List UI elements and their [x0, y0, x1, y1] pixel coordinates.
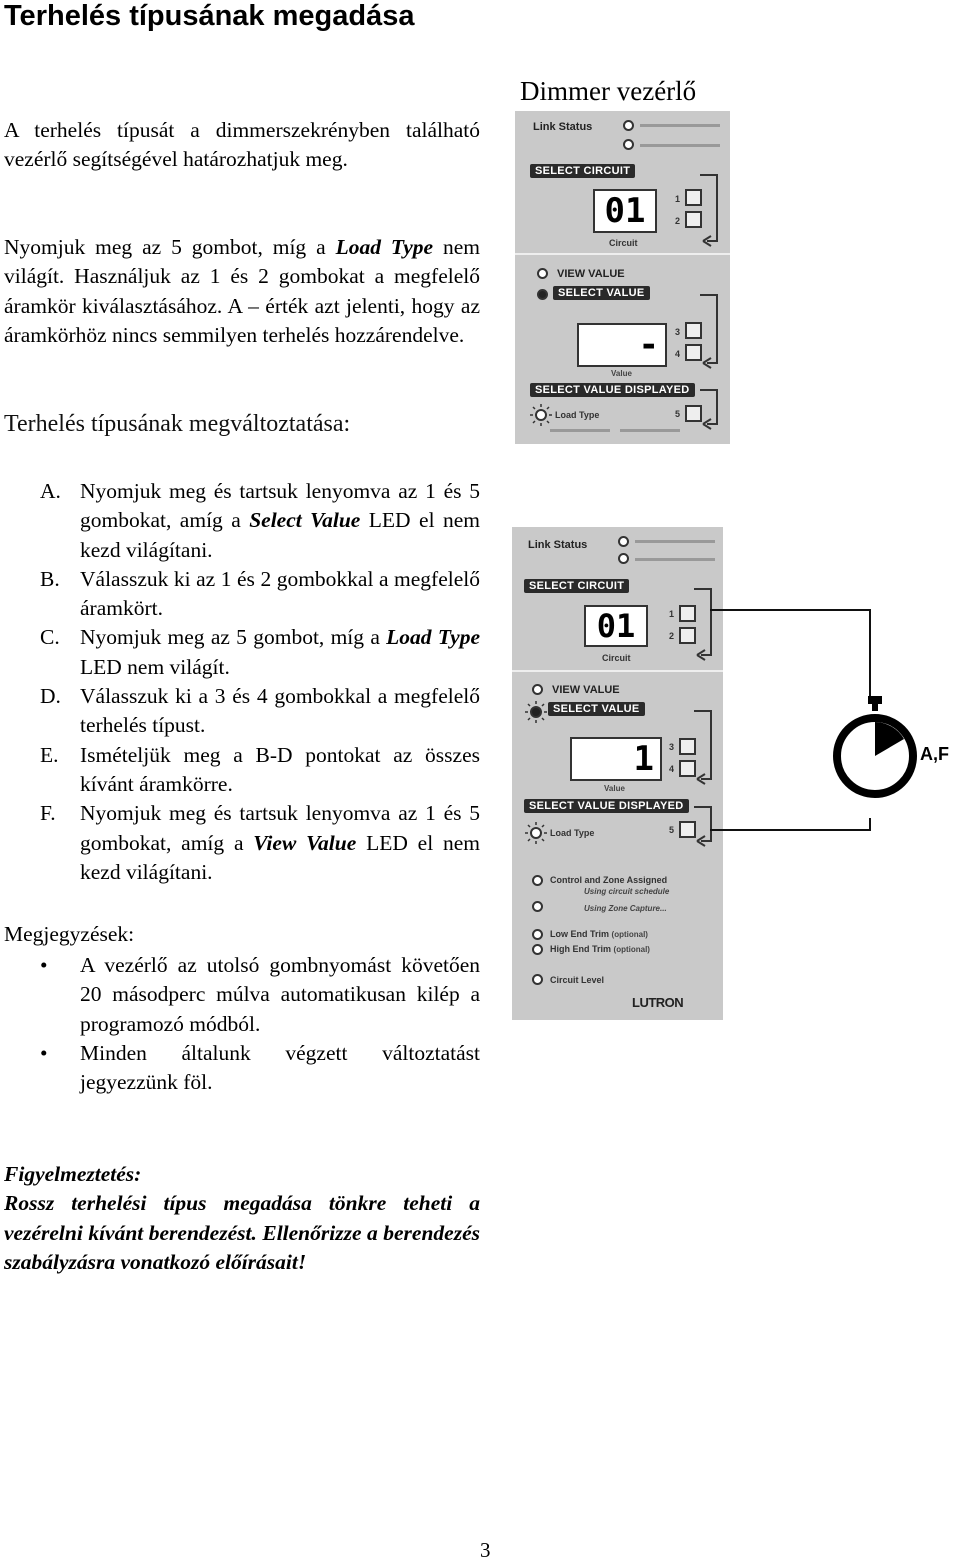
- link-status-bar-1: [640, 124, 720, 127]
- load-type-led-blinking-icon: [529, 403, 553, 427]
- step-text: Nyomjuk meg és tartsuk lenyomva az 1 és 5 gombokat, amíg a: [80, 479, 480, 533]
- button-4-label: 4: [669, 764, 675, 774]
- select-value-displayed-label: SELECT VALUE DISPLAYED: [530, 383, 695, 397]
- step-letter: E.: [40, 742, 59, 767]
- value-display: 1: [570, 737, 662, 781]
- link-status-led-2: [623, 139, 634, 150]
- view-value-label: VIEW VALUE: [557, 268, 625, 280]
- page-title: Terhelés típusának megadása: [4, 0, 415, 32]
- panel-divider: [512, 670, 723, 672]
- high-end-trim-led: [532, 944, 543, 955]
- step-text: Ismételjük meg a B-D pontokat az összes kívánt áramkörre.: [80, 742, 480, 796]
- circuit-level-label: Circuit Level: [550, 975, 605, 985]
- step-letter: B.: [40, 566, 60, 591]
- step-text: Válasszuk ki a 3 és 4 gombokkal a megfelelő terhelés típust.: [80, 684, 480, 738]
- low-end-trim-led: [532, 929, 543, 940]
- select-value-displayed-label: SELECT VALUE DISPLAYED: [524, 799, 689, 813]
- intro-paragraph-1: A terhelés típusát a dimmerszekrényben található vezérlő segítségével határozhatjuk meg.: [4, 118, 480, 172]
- timer-label: A,F: [920, 744, 949, 764]
- step-item: [40, 682, 480, 741]
- note-text: Minden általunk végzett változtatást jegyezzünk föl.: [80, 1040, 480, 1095]
- steps-list: [40, 477, 480, 887]
- step-letter: F.: [40, 801, 56, 826]
- step-item: [40, 623, 480, 682]
- step-letter: A.: [40, 479, 61, 503]
- step-letter: D.: [40, 684, 61, 709]
- intro-text-a: Nyomjuk meg az 5 gombot, míg a: [4, 235, 336, 259]
- bullet-dot: •: [40, 953, 48, 977]
- load-type-term: Load Type: [335, 235, 434, 259]
- button-3-label: 3: [675, 327, 681, 337]
- select-value-led-blinking-icon: [524, 700, 548, 724]
- page-number: 3: [480, 1538, 491, 1562]
- notes-list: [40, 951, 480, 1097]
- link-status-led-1: [623, 120, 634, 131]
- step-item: [40, 741, 480, 800]
- step-emphasis: Load Type: [386, 625, 480, 650]
- select-value-led: [537, 289, 548, 300]
- load-type-bar-1: [550, 429, 610, 432]
- intro-paragraph-2: [4, 233, 480, 350]
- step-emphasis: Select Value: [249, 508, 361, 533]
- warning-block: [4, 1160, 480, 1277]
- dimmer-control-panel-1: [515, 111, 730, 444]
- select-circuit-label: SELECT CIRCUIT: [530, 164, 635, 178]
- notes-heading: Megjegyzések:: [4, 922, 135, 946]
- select-value-label: SELECT VALUE: [548, 702, 645, 716]
- step-item: [40, 477, 480, 565]
- value-label: Value: [604, 784, 625, 793]
- brand-logo: LUTRON: [632, 995, 684, 1010]
- warning-text: Rossz terhelési típus megadása tönkre teheti a vezérelni kívánt berendezést. Ellenőrizze a berendezés szabályzásra vonatkozó előírásait!: [4, 1191, 480, 1274]
- stopwatch-icon: [832, 694, 922, 804]
- circuit-level-led: [532, 974, 543, 985]
- link-status-bar-2: [635, 558, 715, 561]
- step-text-end: LED nem világít.: [80, 654, 230, 679]
- button-2-label: 2: [669, 631, 675, 641]
- step-item: [40, 565, 480, 624]
- step-text-end: LED el nem kezd világítani.: [80, 508, 480, 562]
- value-label: Value: [611, 369, 632, 378]
- using-zone-led: [532, 901, 543, 912]
- view-value-led: [532, 684, 543, 695]
- value-display: -: [577, 323, 667, 367]
- bracket-arrow-value: [695, 291, 725, 371]
- button-1-label: 1: [669, 609, 675, 619]
- note-item: [40, 951, 480, 1039]
- warning-heading: Figyelmeztetés:: [4, 1162, 142, 1186]
- bullet-dot: •: [40, 1040, 48, 1065]
- select-circuit-label: SELECT CIRCUIT: [524, 579, 629, 593]
- control-zone-label: Control and Zone Assigned: [550, 875, 668, 885]
- note-text: A vezérlő az utolsó gombnyomást követően 20 másodperc múlva automatikusan kilép a programozó módból.: [80, 953, 480, 1036]
- link-status-bar-1: [635, 540, 715, 543]
- step-emphasis: View Value: [253, 830, 357, 855]
- link-status-bar-2: [640, 144, 720, 147]
- bracket-arrow-load: [695, 386, 725, 436]
- load-type-label: Load Type: [550, 828, 595, 838]
- circuit-display: 01: [593, 189, 657, 233]
- section-heading-change: Terhelés típusának megváltoztatása:: [4, 411, 351, 437]
- button-5-label: 5: [675, 409, 681, 419]
- link-status-label: Link Status: [533, 121, 593, 133]
- panel-divider: [515, 253, 730, 255]
- using-zone-label: Using Zone Capture...: [584, 904, 667, 913]
- circuit-label: Circuit: [602, 653, 631, 663]
- load-type-label: Load Type: [555, 410, 600, 420]
- step-text: Nyomjuk meg az 5 gombot, míg a: [80, 625, 387, 650]
- button-1-label: 1: [675, 194, 681, 204]
- circuit-label: Circuit: [609, 238, 638, 248]
- note-item: [40, 1039, 480, 1098]
- view-value-label: VIEW VALUE: [552, 684, 620, 696]
- link-status-led-1: [618, 536, 629, 547]
- using-circuit-label: Using circuit schedule: [584, 887, 670, 896]
- intro-text-b: nem világít. Használjuk az 1 és 2 gombokat a megfelelő áramkör kiválasztásához. A – érték azt jelenti, hogy az áramkörhöz nincs semmilyen terhelés hozzárendelve.: [4, 235, 480, 347]
- panel1-caption: Dimmer vezérlő: [520, 76, 697, 106]
- link-status-label: Link Status: [528, 539, 588, 551]
- load-type-bar-2: [620, 429, 680, 432]
- button-5-label: 5: [669, 825, 675, 835]
- link-status-led-2: [618, 553, 629, 564]
- high-end-trim-label: High End Trim (optional): [550, 944, 650, 954]
- low-end-trim-label: Low End Trim (optional): [550, 929, 648, 939]
- button-4-label: 4: [675, 349, 681, 359]
- step-text: Válasszuk ki az 1 és 2 gombokkal a megfelelő áramkört.: [80, 566, 480, 621]
- step-letter: C.: [40, 625, 60, 650]
- button-2-label: 2: [675, 216, 681, 226]
- step-item: [40, 799, 480, 887]
- step-text: Nyomjuk meg és tartsuk lenyomva az 1 és 5 gombokat, amíg a: [80, 801, 480, 855]
- bracket-arrow-circuit: [695, 171, 725, 251]
- button-3-label: 3: [669, 742, 675, 752]
- select-value-label: SELECT VALUE: [553, 286, 650, 300]
- view-value-led: [537, 268, 548, 279]
- circuit-display: 01: [584, 605, 648, 647]
- step-text-end: LED el nem kezd világítani.: [80, 830, 480, 884]
- load-type-led-blinking-icon: [524, 821, 548, 845]
- dimmer-control-panel-2: [512, 527, 723, 1020]
- control-zone-led: [532, 875, 543, 886]
